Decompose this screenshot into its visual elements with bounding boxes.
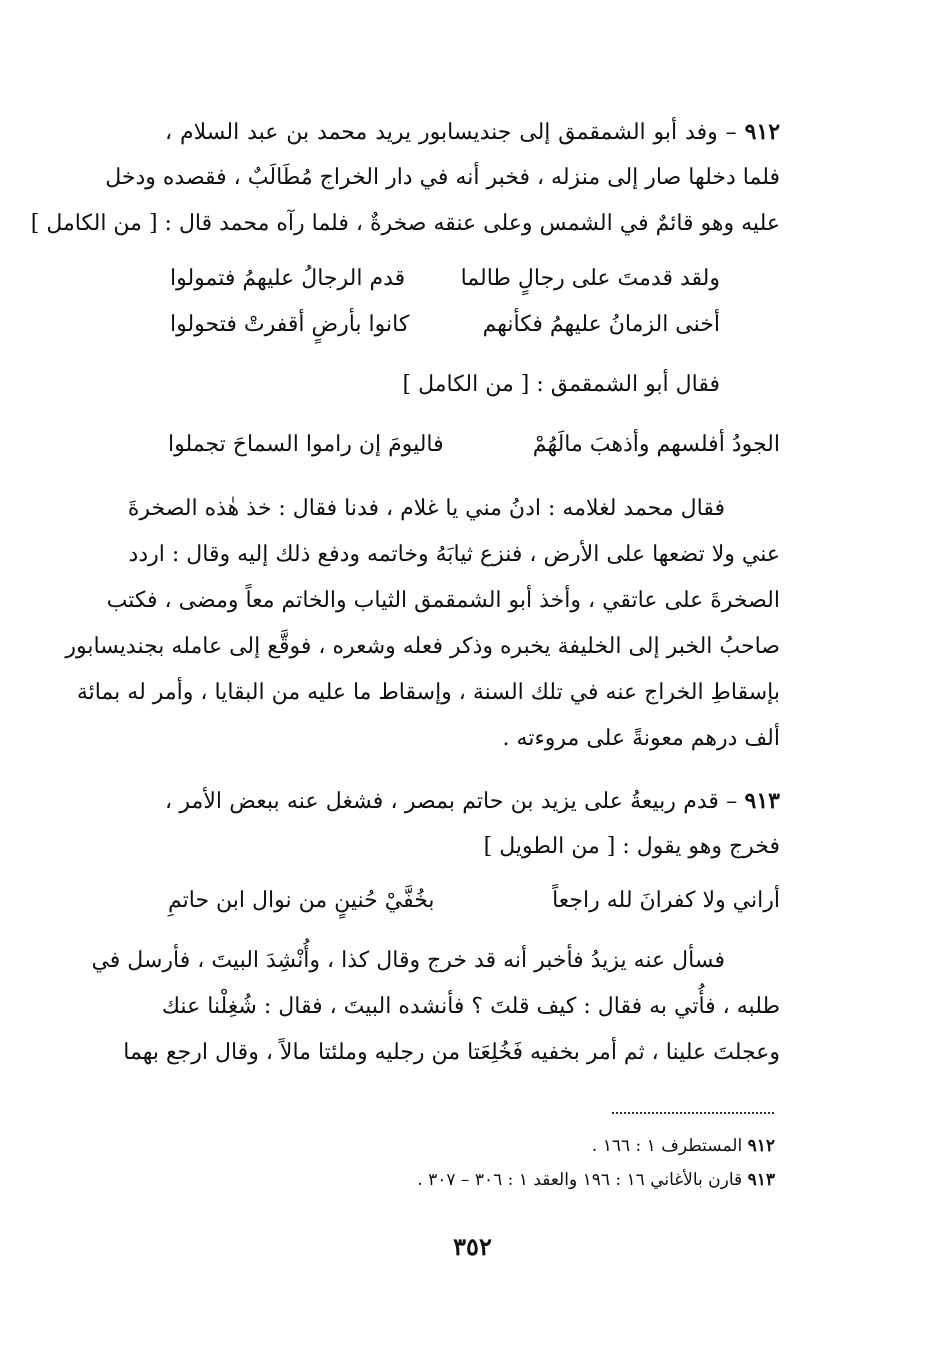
footnote-913 xyxy=(175,1168,775,1192)
verse-2-first: الجودُ أفلسهم وأذهبَ مالَهُمْ xyxy=(532,432,780,457)
page-number: ٣٥٢ xyxy=(453,1232,492,1261)
entry-912-line-3: عليه وهو قائمٌ في الشمس وعلى عنقه صخرةٌ ، فلما رآه محمد قال : [ من الكامل ] xyxy=(30,211,780,236)
entry-912-line-1 xyxy=(165,117,780,148)
paragraph-913-line-1: فسأل عنه يزيدُ فأخبر أنه قد خرج وقال كذا ، وأُنْشِدَ البيتَ ، فأرسل في xyxy=(91,948,725,973)
paragraph-line-4: صاحبُ الخبر إلى الخليفة يخبره وذكر فعله وشعره ، فوقَّع إلى عامله بجنديسابور xyxy=(65,634,780,659)
verse-1-line-1-first: ولقد قدمتَ على رجالٍ طالما xyxy=(460,266,720,291)
paragraph-line-1: فقال محمد لغلامه : ادنُ مني يا غلام ، فدنا فقال : خذ هٰذه الصخرةَ xyxy=(127,496,725,521)
entry-912-line-2: فلما دخلها صار إلى منزله ، فخبر أنه في دار الخراج مُطَالَبٌ ، فقصده ودخل xyxy=(105,165,780,190)
entry-dash: – xyxy=(725,120,737,145)
entry-913-line-2: فخرج وهو يقول : [ من الطويل ] xyxy=(483,834,780,859)
entry-dash: – xyxy=(726,789,738,814)
verse-1-line-2-second: كانوا بأرضٍ أقفرتْ فتحولوا xyxy=(170,312,410,337)
verse-1-line-2-first: أخنى الزمانُ عليهمُ فكأنهم xyxy=(482,312,720,337)
paragraph-line-5: بإسقاطِ الخراج عنه في تلك السنة ، وإسقاط ما عليه من البقايا ، وأمر له بمائة xyxy=(76,680,780,705)
footnote-text: قارن بالأغاني ١٦ : ١٩٦ والعقد ١ : ٣٠٦ – ٣٠٧ . xyxy=(417,1170,743,1190)
entry-number: ٩١٢ xyxy=(744,119,781,145)
verse-3-first: أراني ولا كفرانَ لله راجعاً xyxy=(552,888,780,913)
footnote-number: ٩١٢ xyxy=(747,1136,775,1156)
footnote-separator xyxy=(612,1112,774,1114)
paragraph-913-line-2: طلبه ، فأُتي به فقال : كيف قلتَ ؟ فأنشده البيتَ ، فقال : شُغِلْنا عنك xyxy=(161,994,780,1019)
entry-913-line-1 xyxy=(165,786,780,817)
reply-intro: فقال أبو الشمقمق : [ من الكامل ] xyxy=(402,372,720,397)
paragraph-line-2: عني ولا تضعها على الأرض ، فنزع ثيابَهُ وخاتمه ودفع ذلك إليه وقال : اردد xyxy=(128,542,780,567)
verse-2-second: فاليومَ إن راموا السماحَ تجملوا xyxy=(168,432,444,457)
entry-number: ٩١٣ xyxy=(744,788,780,814)
entry-text: قدم ربيعةُ على يزيد بن حاتم بمصر ، فشغل عنه ببعض الأمر ، xyxy=(165,789,719,814)
verse-3-second: بخُفَّيْ حُنينٍ من نوال ابن حاتمِ xyxy=(168,888,435,913)
entry-text: وفد أبو الشمقمق إلى جنديسابور يريد محمد بن عبد السلام ، xyxy=(165,120,718,145)
footnote-number: ٩١٣ xyxy=(747,1170,775,1190)
verse-1-line-1-second: قدم الرجالُ عليهمُ فتمولوا xyxy=(170,266,406,291)
paragraph-line-3: الصخرةَ على عاتقي ، وأخذ أبو الشمقمق الثياب والخاتم معاً ومضى ، فكتب xyxy=(106,588,780,613)
footnote-text: المستطرف ١ : ١٦٦ . xyxy=(591,1136,743,1156)
paragraph-913-line-3: وعجلتَ علينا ، ثم أمر بخفيه فَخُلِعَتا من رجليه وملئتا مالاً ، وقال ارجع بهما xyxy=(123,1040,780,1065)
paragraph-line-6: ألف درهم معونةً على مروءته . xyxy=(502,726,780,751)
footnote-912 xyxy=(175,1134,775,1158)
